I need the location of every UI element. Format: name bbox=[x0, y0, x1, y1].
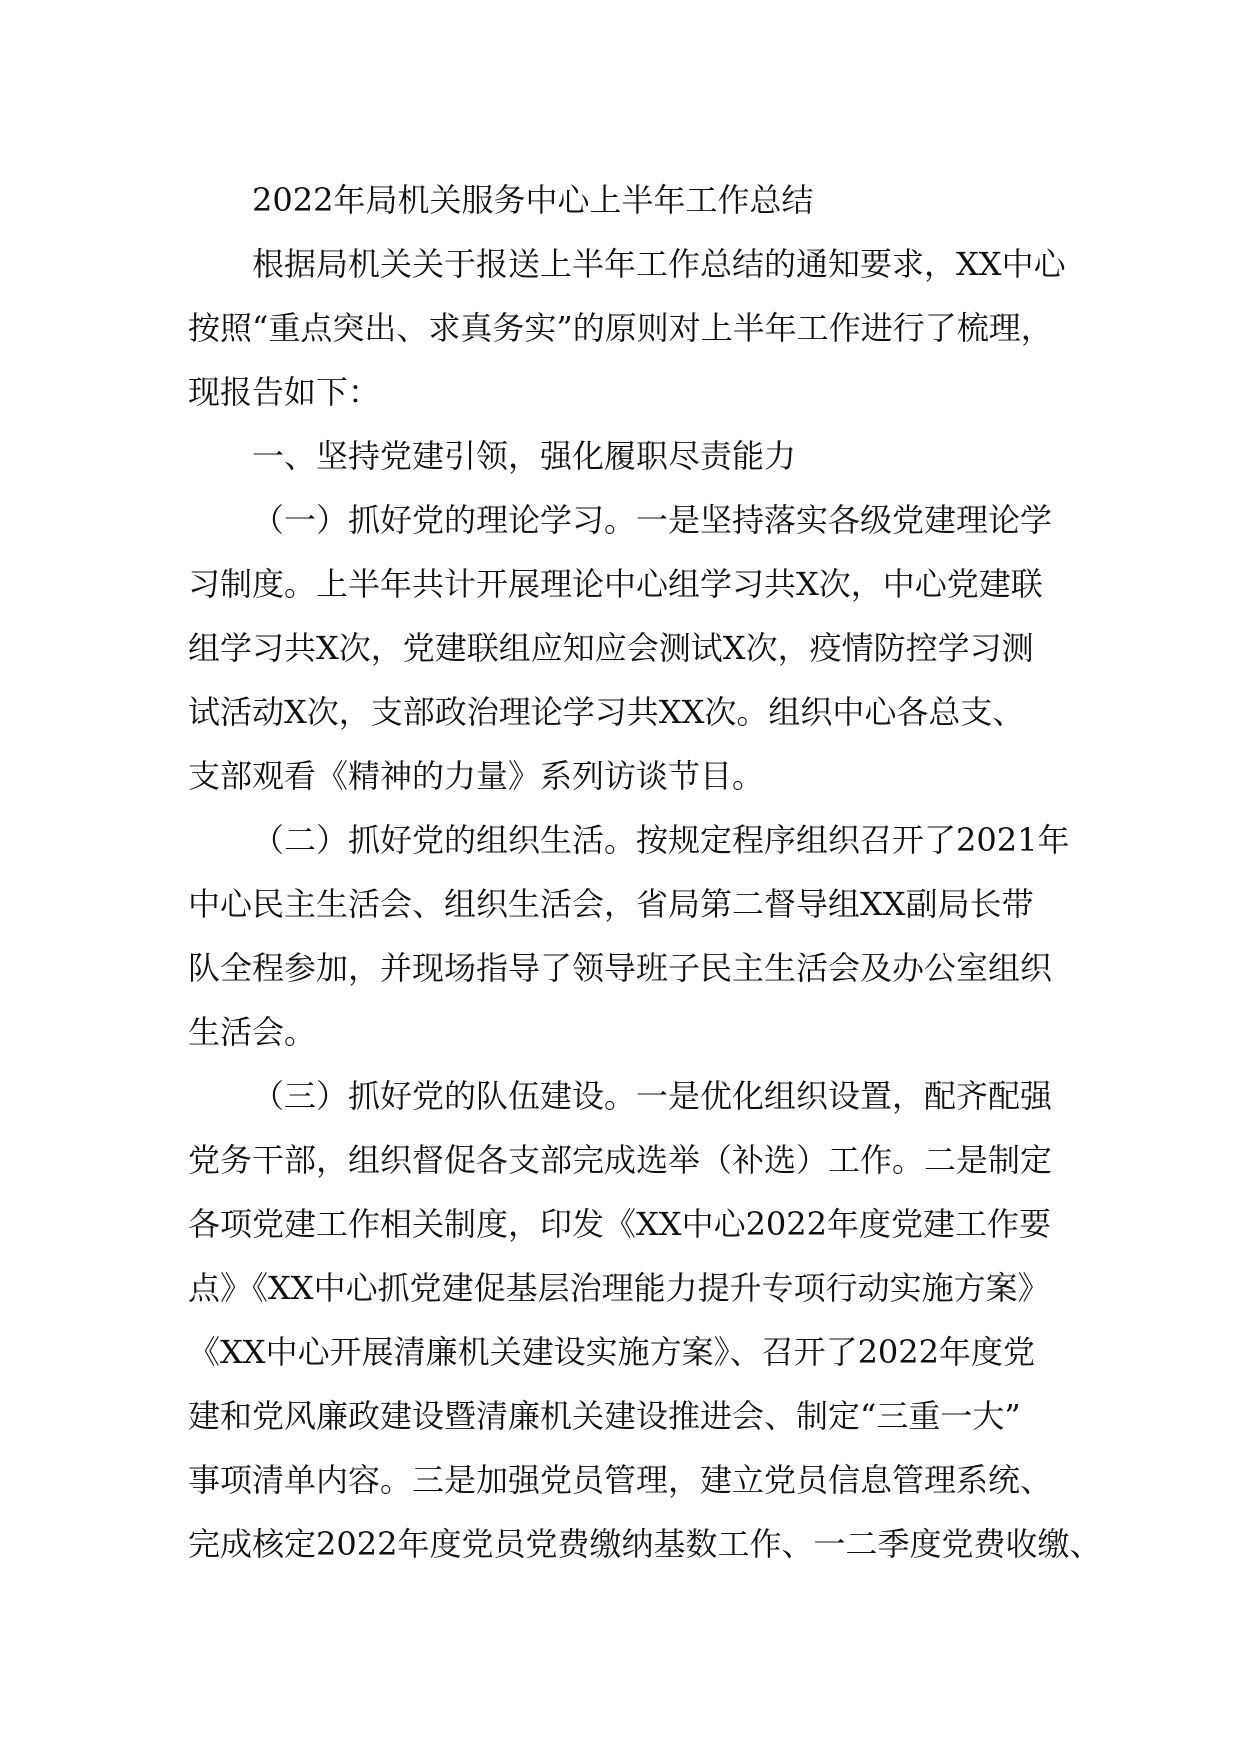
document-body bbox=[188, 168, 1102, 1576]
paragraph-line: 根据局机关关于报送上半年工作总结的通知要求，XX中心 bbox=[252, 245, 1066, 283]
paragraph-line: 组学习共X次，党建联组应知应会测试X次，疫情防控学习测 bbox=[188, 629, 1034, 667]
paragraph-line: （一）抓好党的理论学习。一是坚持落实各级党建理论学 bbox=[252, 501, 1053, 539]
paragraph-line: 事项清单内容。三是加强党员管理，建立党员信息管理系统、 bbox=[188, 1461, 1053, 1499]
document-title: 2022年局机关服务中心上半年工作总结 bbox=[252, 181, 814, 219]
paragraph-line: 支部观看《精神的力量》系列访谈节目。 bbox=[188, 757, 765, 795]
section-heading: 一、坚持党建引领，强化履职尽责能力 bbox=[252, 437, 797, 475]
paragraph-line: 党务干部，组织督促各支部完成选举（补选）工作。二是制定 bbox=[188, 1141, 1053, 1179]
paragraph-line: 队全程参加，并现场指导了领导班子民主生活会及办公室组织 bbox=[188, 949, 1053, 987]
paragraph-line: 建和党风廉政建设暨清廉机关建设推进会、制定“三重一大” bbox=[188, 1397, 1021, 1435]
paragraph-line: 《XX中心开展清廉机关建设实施方案》、召开了2022年度党 bbox=[188, 1333, 1036, 1371]
paragraph-line: （三）抓好党的队伍建设。一是优化组织设置，配齐配强 bbox=[252, 1077, 1053, 1115]
paragraph-line: 中心民主生活会、组织生活会，省局第二督导组XX副局长带 bbox=[188, 885, 1034, 923]
paragraph-line: 点》《XX中心抓党建促基层治理能力提升专项行动实施方案》 bbox=[188, 1269, 1050, 1307]
paragraph-line: 完成核定2022年度党员党费缴纳基数工作、一二季度党费收缴、 bbox=[188, 1525, 1102, 1563]
paragraph-line: 现报告如下： bbox=[188, 373, 381, 411]
paragraph-line: 生活会。 bbox=[188, 1013, 317, 1051]
paragraph-line: 试活动X次，支部政治理论学习共XX次。组织中心各总支、 bbox=[188, 693, 1025, 731]
paragraph-line: 各项党建工作相关制度，印发《XX中心2022年度党建工作要 bbox=[188, 1205, 1052, 1243]
paragraph-line: 习制度。上半年共计开展理论中心组学习共X次，中心党建联 bbox=[188, 565, 1043, 603]
paragraph-line: （二）抓好党的组织生活。按规定程序组织召开了2021年 bbox=[252, 821, 1070, 859]
paragraph-line: 按照“重点突出、求真务实”的原则对上半年工作进行了梳理， bbox=[188, 309, 1053, 347]
